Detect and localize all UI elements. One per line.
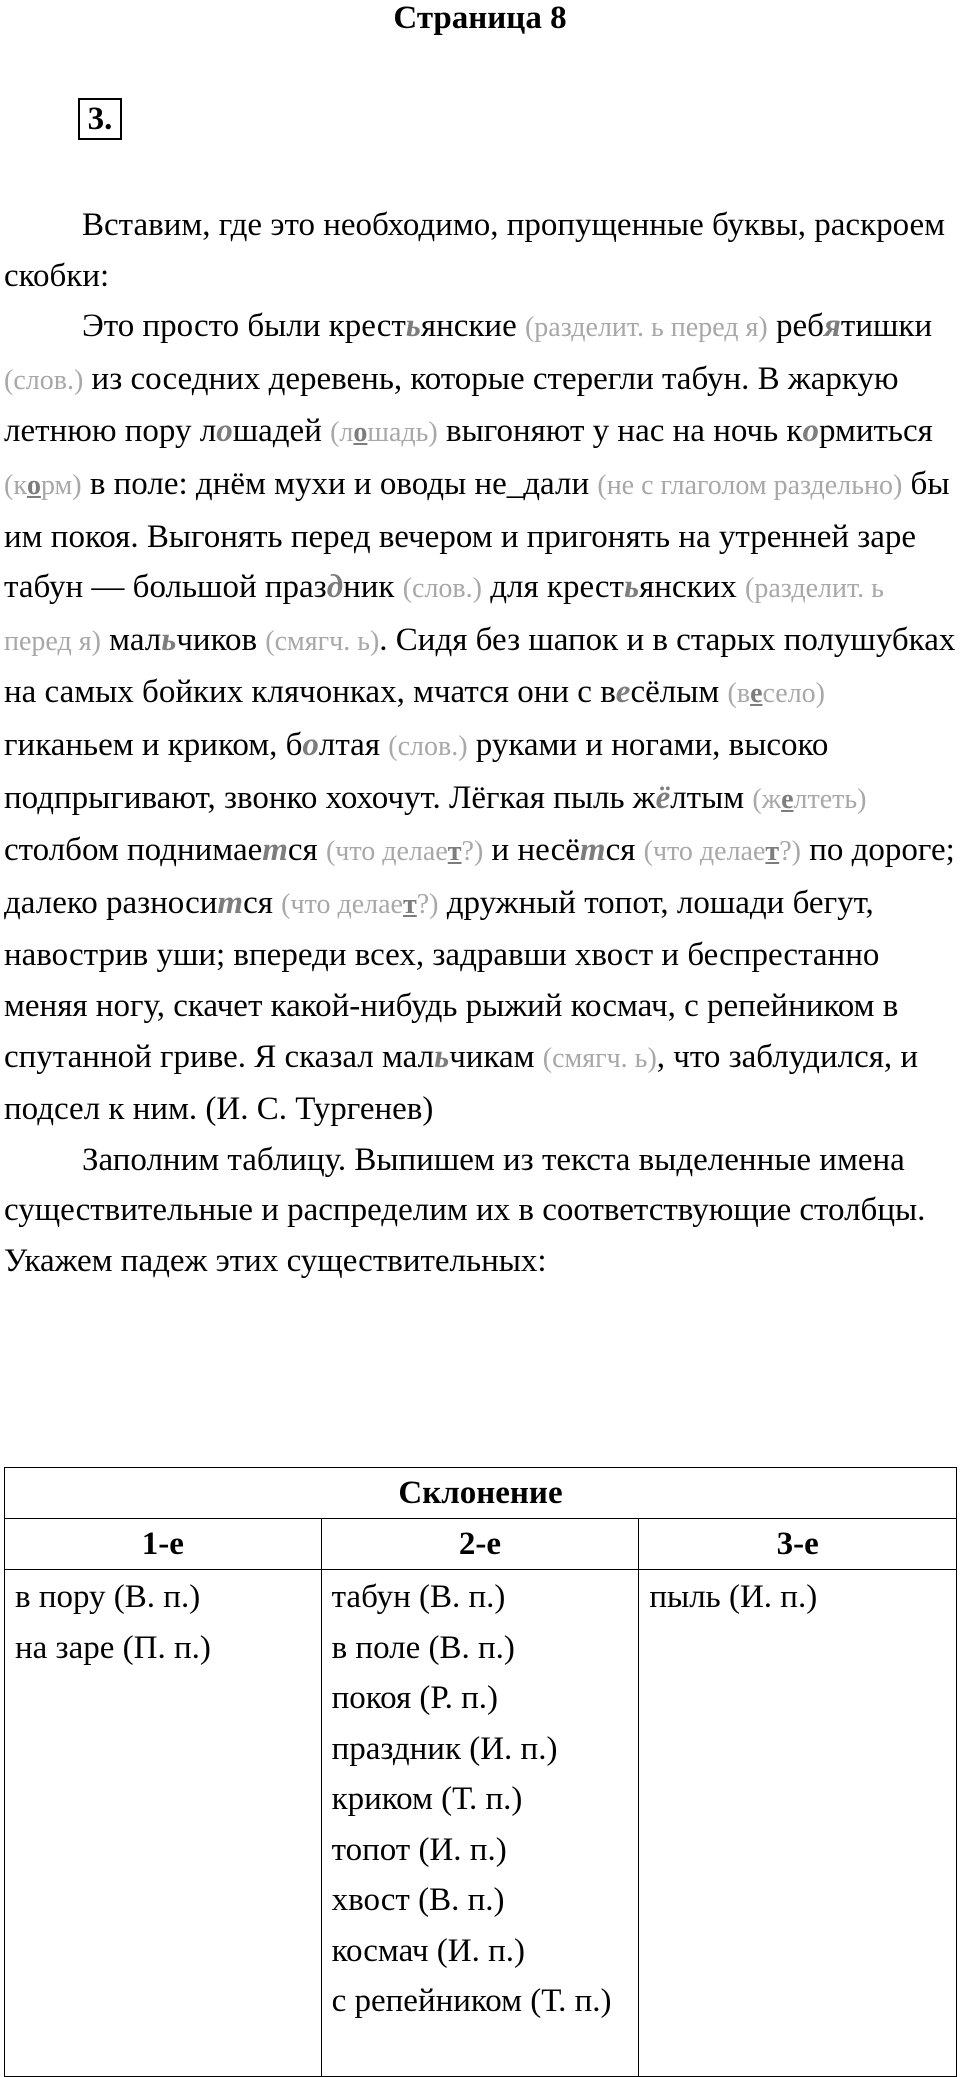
table-entry: табун (В. п.) <box>331 1579 506 1615</box>
table-header: Склонение <box>5 1468 957 1519</box>
note-checked-letter: е <box>750 678 763 710</box>
spelling-note <box>4 470 82 501</box>
column-header-3: 3-е <box>639 1519 957 1570</box>
note-text: село) <box>762 678 826 710</box>
spelling-note <box>326 836 483 867</box>
spelling-note: (слов.) <box>388 730 468 762</box>
spelling-note: (разделит. ь перед я) <box>4 573 884 657</box>
table-header-row <box>5 1468 957 1519</box>
spelling-note: (смягч. ь) <box>265 625 380 657</box>
spelling-note: (смягч. ь) <box>542 1042 657 1074</box>
table-entry: в поле (В. п.) <box>331 1629 515 1666</box>
passage-text: чиков <box>176 621 266 658</box>
passage-text: чикам <box>449 1038 543 1075</box>
table-entry: в пору (В. п.) <box>15 1579 201 1615</box>
note-text: (к <box>4 469 27 501</box>
task-number-box: 3. <box>78 98 122 140</box>
inserted-letter: я <box>823 308 841 345</box>
table-entry: на заре (П. п.) <box>15 1629 211 1666</box>
inserted-letter: о <box>802 413 819 450</box>
note-text: рм) <box>40 469 82 501</box>
note-text: (что делае <box>643 836 766 868</box>
inserted-letter: ь <box>623 569 640 606</box>
table-entry: покоя (Р. п.) <box>331 1680 499 1716</box>
inserted-letter: ь <box>434 1038 450 1075</box>
note-text: (что делае <box>281 888 403 920</box>
note-checked-letter: т <box>402 888 417 920</box>
passage-text: шадей <box>232 413 331 450</box>
inserted-letter: д <box>326 569 344 606</box>
passage-text: янских <box>639 569 746 606</box>
exercise-text <box>4 200 956 1286</box>
inserted-letter: ь <box>405 308 421 345</box>
passage-text: ник <box>343 569 403 606</box>
inserted-letter: е <box>615 674 631 711</box>
inserted-letter: т <box>217 884 244 921</box>
spelling-note: (слов.) <box>4 364 84 396</box>
passage-text: рмиться <box>818 413 933 450</box>
passage-text: , что заблудился, и подсел к ним. (И. С. Тургенев) <box>4 1038 919 1128</box>
intro-paragraph: Вставим, где это необходимо, пропущенные буквы, раскроем скобки: <box>4 207 946 294</box>
inserted-letter: о <box>302 726 319 763</box>
passage-text: реб <box>767 308 824 345</box>
table-entry: праздник (И. п.) <box>331 1730 558 1767</box>
passage-paragraph <box>4 301 956 1135</box>
passage-text: ся <box>287 832 326 869</box>
note-text: (ж <box>752 783 782 815</box>
passage-text: ся <box>605 832 644 869</box>
passage-text: янские <box>420 308 525 345</box>
passage-text: руками и ногами, высоко подпрыгивают, звонко хохочут. Лёгкая пыль ж <box>4 726 829 816</box>
passage-text: столбом поднимае <box>4 832 263 869</box>
table-row <box>5 1570 957 2077</box>
note-text: (в <box>727 678 751 710</box>
inserted-letter: о <box>216 413 233 450</box>
passage-text: бы им покоя. Выгонять перед вечером и пригонять на утренней заре табун — большой праз <box>4 465 950 606</box>
note-text: ?) <box>779 836 801 868</box>
passage-text: для крест <box>481 569 624 606</box>
spelling-note: (разделит. ь перед я) <box>524 312 768 344</box>
spelling-note <box>644 836 801 867</box>
note-text: ?) <box>461 836 484 868</box>
note-checked-letter: е <box>781 783 794 815</box>
note-checked-letter: т <box>447 836 462 868</box>
table-entry: с репейником (Т. п.) <box>331 1983 612 2019</box>
passage-text: мал <box>100 621 162 658</box>
page-title: Страница 8 <box>393 0 567 36</box>
spelling-note <box>281 889 438 920</box>
passage-text: тишки <box>840 308 933 345</box>
spelling-note <box>330 417 438 448</box>
note-text: (что делае <box>325 836 448 868</box>
note-checked-letter: о <box>353 417 368 449</box>
inserted-letter: ь <box>161 621 177 658</box>
inserted-letter: ё <box>655 779 671 816</box>
note-text: ?) <box>416 888 439 920</box>
passage-text: лтая <box>318 726 389 763</box>
passage-text: и несё <box>483 832 580 869</box>
table-entry: космач (И. п.) <box>331 1932 525 1969</box>
spelling-note <box>728 678 825 709</box>
passage-text: гиканьем и криком, б <box>4 726 303 763</box>
declension-table <box>4 1467 957 2077</box>
task-paragraph: Заполним таблицу. Выпишем из текста выделенные имена существительные и распределим их в соответствующие столбцы. Укажем падеж этих существительных: <box>4 1141 926 1279</box>
table-entry: криком (Т. п.) <box>331 1781 523 1817</box>
table-entry: топот (И. п.) <box>331 1831 507 1868</box>
passage-text: сёлым <box>630 674 728 711</box>
table-entry: хвост (В. п.) <box>331 1882 505 1918</box>
note-text: шадь) <box>367 417 438 449</box>
passage-text: . Сидя без шапок и в старых полушубках на самых бойких клячонках, мчатся они с в <box>4 621 956 711</box>
inserted-letter: т <box>579 832 606 869</box>
note-text: (л <box>330 417 354 449</box>
note-text: лтеть) <box>793 783 867 815</box>
passage-text: дружный топот, лошади бегут, навострив уши; впереди всех, задравши хвост и беспрестанно меняя ногу, скачет какой-нибудь рыжий космач, с репейником в спутанной гриве. Я сказал мал <box>4 884 899 1075</box>
column-3-cell <box>639 1570 957 2077</box>
passage-text: лтым <box>670 779 753 816</box>
table-column-header-row <box>5 1519 957 1570</box>
column-header-1: 1-е <box>5 1519 322 1570</box>
column-2-cell <box>321 1570 639 2077</box>
spelling-note <box>752 784 866 815</box>
spelling-note: (слов.) <box>402 573 482 605</box>
passage-text: выгоняют у нас на ночь к <box>437 413 803 450</box>
passage-text: ся <box>243 884 282 921</box>
column-1-cell <box>5 1570 322 2077</box>
column-header-2: 2-е <box>321 1519 639 1570</box>
inserted-letter: т <box>262 832 288 869</box>
note-checked-letter: о <box>26 469 41 501</box>
passage-text: Это просто были крест <box>82 308 406 345</box>
passage-text: по дороге; далеко разноси <box>4 832 955 921</box>
passage-text: из соседних деревень, которые стерегли табун. В жаркую летнюю пору л <box>4 360 899 450</box>
passage-text: в поле: днём мухи и оводы не_дали <box>81 465 598 502</box>
table-entry: пыль (И. п.) <box>649 1579 818 1615</box>
spelling-note: (не с глаголом раздельно) <box>597 469 903 501</box>
note-checked-letter: т <box>765 836 780 868</box>
